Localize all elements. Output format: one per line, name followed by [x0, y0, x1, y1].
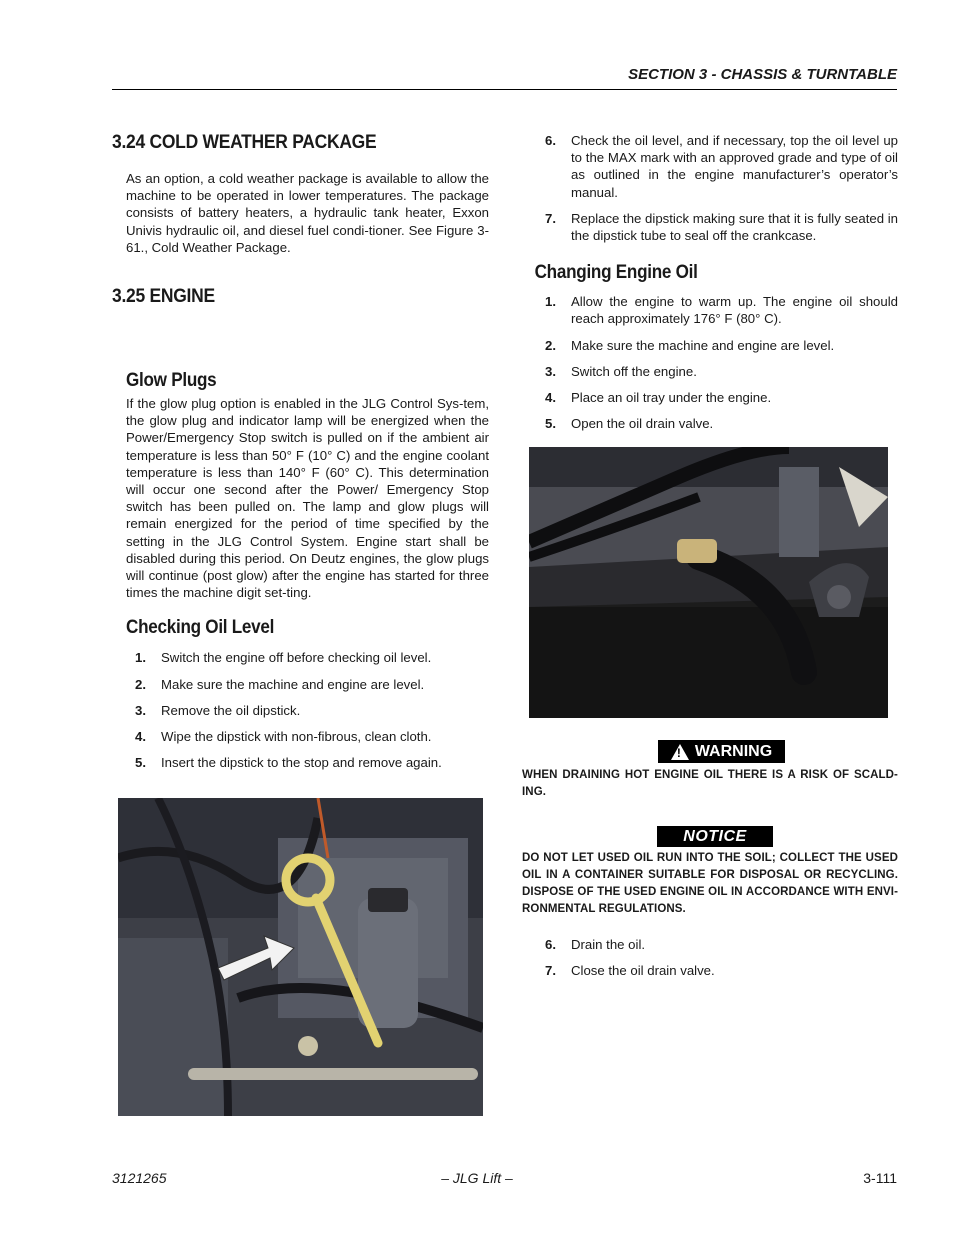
notice-badge — [657, 826, 773, 847]
notice-text: DO NOT LET USED OIL RUN INTO THE SOIL; COLLECT THE USED OIL IN A CONTAINER SUITABLE FOR DISPOSAL OR RECYCLING. DISPOSE OF THE USED ENGINE OIL IN ACCORDANCE WITH ENVI-RONMENTAL REGULATIONS. — [522, 852, 898, 915]
list-item: 1. Allow the engine to warm up. The engine oil should reach approximately 176° F (80° C). — [545, 294, 898, 327]
checking-oil-steps-continued — [522, 132, 898, 244]
section-title: SECTION 3 - CHASSIS & TURNTABLE — [628, 66, 897, 83]
warning-badge — [658, 740, 785, 763]
header-divider — [112, 89, 897, 90]
list-item: 1. Switch the engine off before checking oil level. — [135, 650, 432, 666]
glow-plugs-heading: Glow Plugs — [126, 370, 217, 392]
final-steps-block — [522, 936, 898, 979]
left-column — [112, 132, 489, 771]
list-item: 3. Switch off the engine. — [545, 363, 697, 379]
list-item: 2. Make sure the machine and engine are level. — [545, 337, 835, 353]
engine-heading: 3.25 ENGINE — [112, 286, 215, 308]
list-item: 2. Make sure the machine and engine are level. — [135, 676, 425, 692]
right-column — [522, 132, 898, 432]
footer-doc-number: 3121265 — [112, 1170, 167, 1186]
checking-oil-steps — [112, 649, 489, 771]
list-item: 3. Remove the oil dipstick. — [135, 702, 301, 718]
list-item: 5. Open the oil drain valve. — [545, 416, 714, 432]
drain-valve-photo — [529, 447, 888, 718]
warning-triangle-icon: ! — [671, 744, 689, 760]
glow-plugs-body: If the glow plug option is enabled in the JLG Control Sys-tem, the glow plug and indicator lamp will be energized when the Power/Emergency Stop switch is pulled on if the ambient air temperature is less than 50° F (10° C) and the engine coolant temperature is less than 140° F (60° C). This determination will occur one second after the Power/ Emergency Stop switch has been pulled on. The lamp and glow plugs will remain energized for the period of time specified by the setting in the JLG Control System. Engine start shall be disabled during this period. On Deutz engines, the glow plugs will continue (post glow) after the engine has started for three times the machine digit set-ting. — [126, 396, 489, 601]
cold-weather-body: As an option, a cold weather package is available to allow the machine to be operated in lower temperatures. The package consists of battery heaters, a hydraulic tank heater, Exxon Univis hydraulic oil, and diesel fuel condi-tioner. See Figure 3-61., Cold Weather Package. — [126, 171, 489, 255]
list-item: 4. Wipe the dipstick with non-fibrous, clean cloth. — [135, 729, 432, 745]
footer-page-number: 3-111 — [863, 1170, 897, 1186]
warning-text: WHEN DRAINING HOT ENGINE OIL THERE IS A RISK OF SCALD-ING. — [522, 769, 898, 798]
dipstick-photo — [118, 798, 483, 1116]
footer-center: – JLG Lift – — [441, 1170, 513, 1186]
list-item: 6. Check the oil level, and if necessary, top the oil level up to the MAX mark with an approved grade and type of oil as outlined in the engine manufacturer’s operator’s manual. — [545, 133, 898, 200]
list-item: 4. Place an oil tray under the engine. — [545, 390, 772, 406]
list-item: 6. Drain the oil. — [545, 937, 646, 952]
warning-label: WARNING — [694, 742, 773, 760]
changing-oil-heading: Changing Engine Oil — [534, 262, 698, 284]
changing-oil-steps — [522, 293, 898, 432]
list-item: 7. Close the oil drain valve. — [545, 963, 715, 979]
cold-weather-heading: 3.24 COLD WEATHER PACKAGE — [112, 132, 377, 153]
notice-label: NOTICE — [683, 827, 747, 845]
changing-oil-steps-final — [522, 936, 898, 979]
list-item: 7. Replace the dipstick making sure that it is fully seated in the dipstick tube to seal off the crankcase. — [545, 210, 898, 244]
checking-oil-heading: Checking Oil Level — [126, 617, 275, 639]
list-item: 5. Insert the dipstick to the stop and remove again. — [135, 755, 442, 771]
